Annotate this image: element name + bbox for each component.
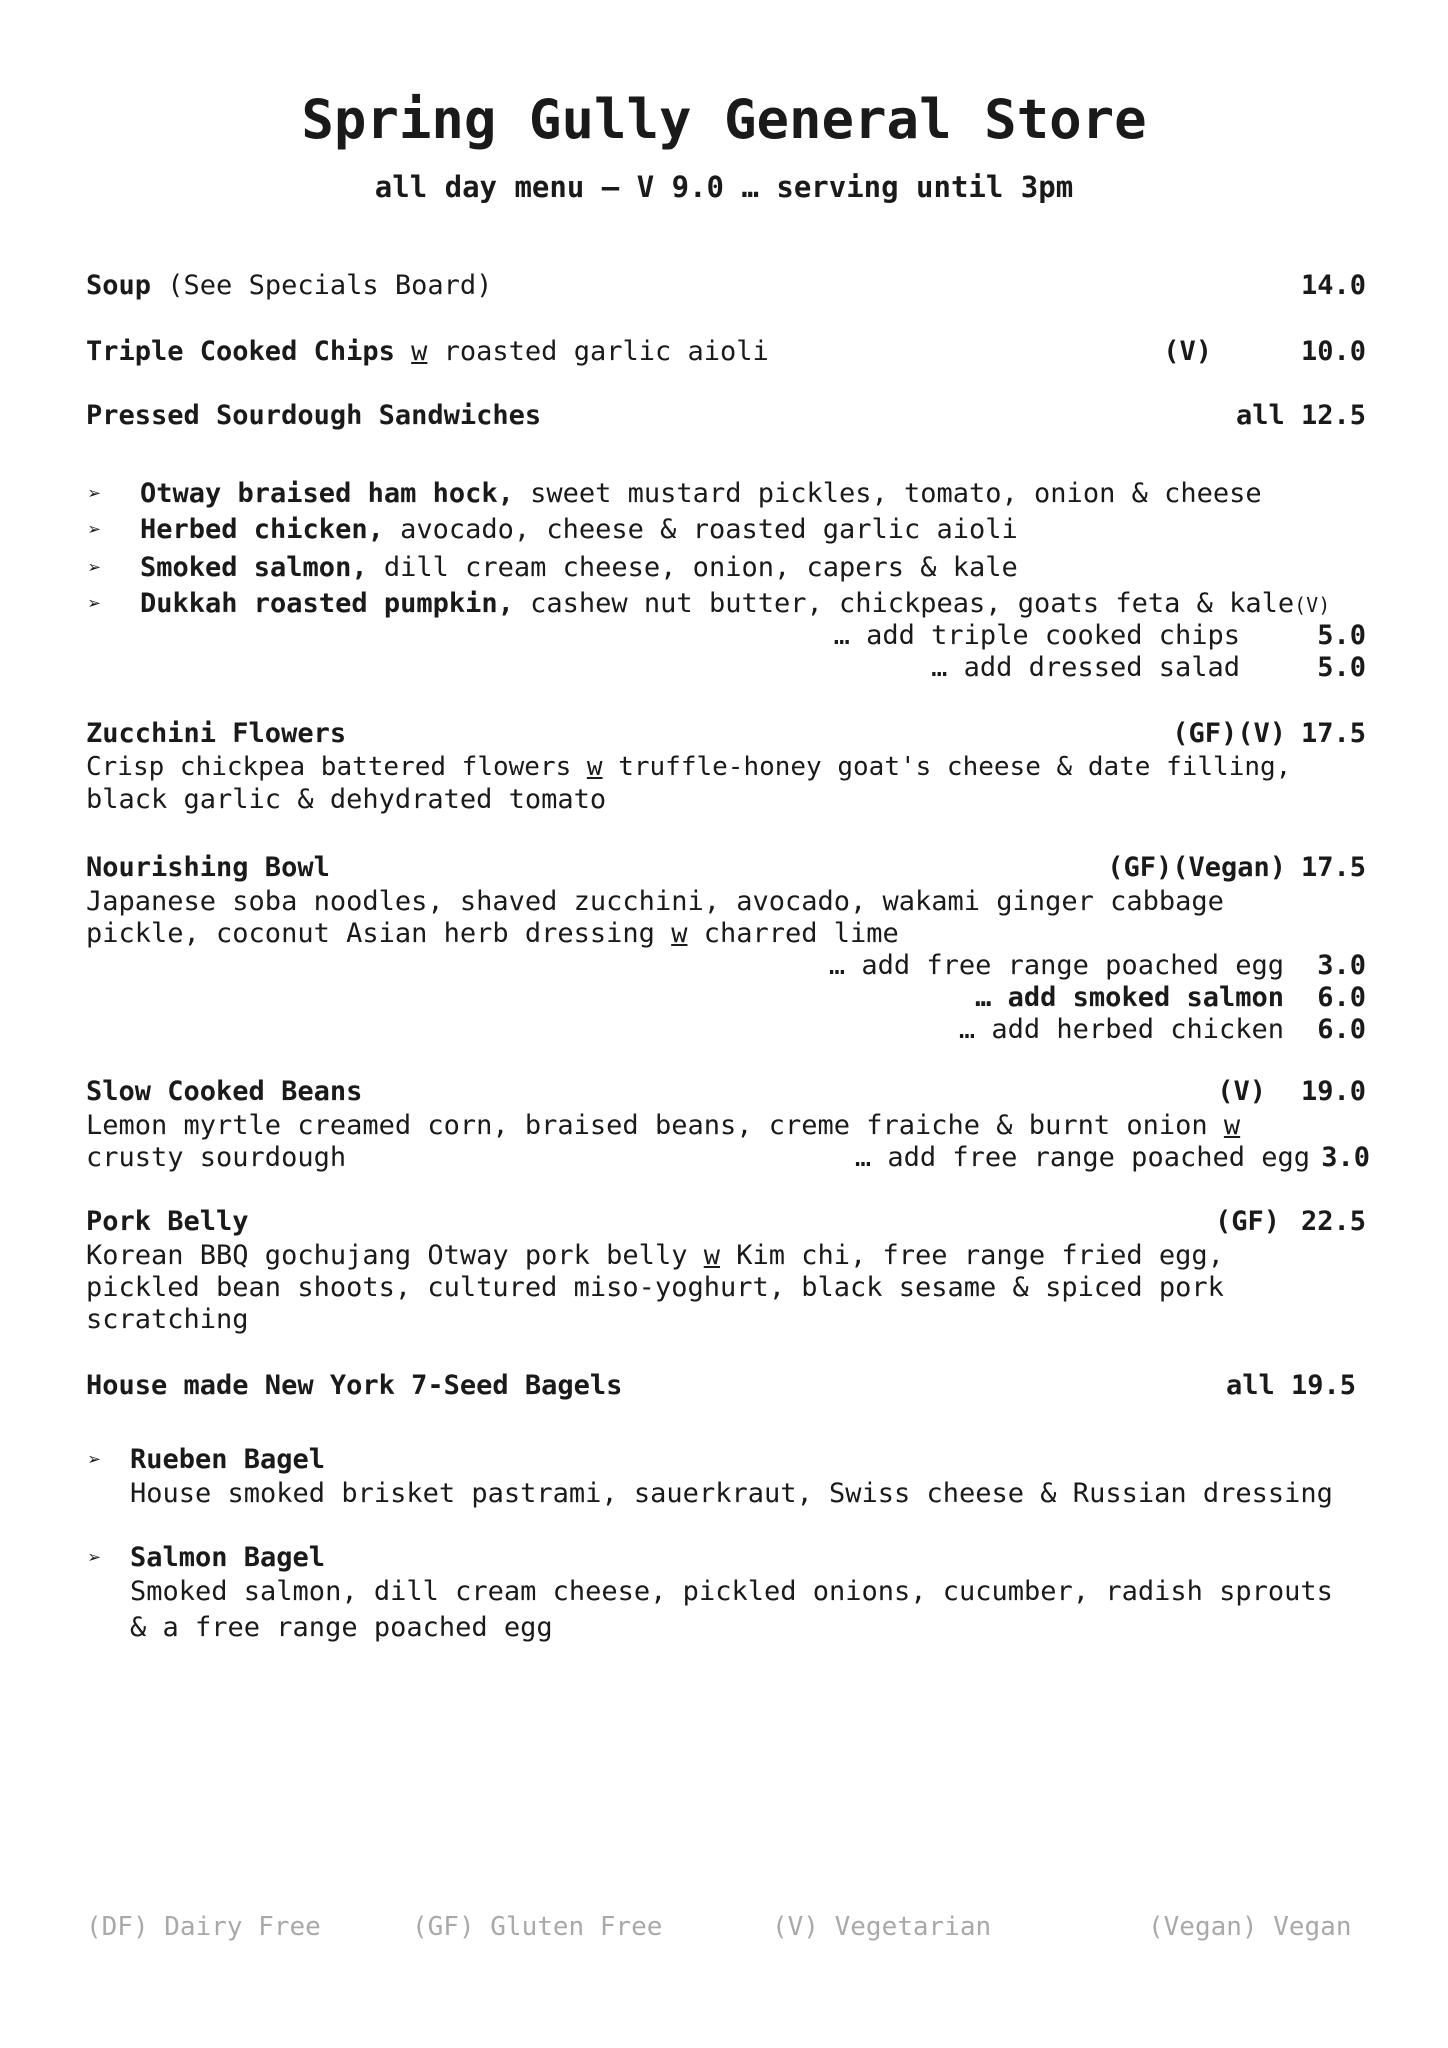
addon-label: … add free range poached egg — [854, 1142, 1310, 1173]
addon-label: … add free range poached egg — [828, 950, 1284, 981]
addon-price: 5.0 — [1317, 652, 1366, 683]
addon-price: 6.0 — [1317, 982, 1366, 1013]
pork-tag: (GF) — [1214, 1206, 1280, 1237]
addon-price: 6.0 — [1317, 1014, 1366, 1045]
pork-desc-2: pickled bean shoots, cultured miso-yoghurt, black sesame & spiced pork — [86, 1272, 1224, 1303]
bowl-price: 17.5 — [1300, 852, 1366, 883]
addon-label: … add smoked salmon — [975, 982, 1284, 1013]
bullet-icon: ➢ — [88, 592, 102, 617]
beans-tag: (V) — [1217, 1076, 1266, 1107]
zucchini-desc-text: truffle-honey goat's cheese & date filling, — [602, 752, 1292, 782]
beans-with: w — [1223, 1110, 1241, 1141]
legend-vegetarian: (V) Vegetarian — [772, 1912, 992, 1942]
zucchini-desc-2: black garlic & dehydrated tomato — [86, 784, 607, 815]
chips-price: 10.0 — [1300, 336, 1366, 367]
soup-note: (See Specials Board) — [151, 270, 493, 301]
sandwiches-price: all 12.5 — [1235, 400, 1366, 431]
sandwich-item-name: Otway braised ham hock, — [140, 478, 514, 509]
zucchini-price: 17.5 — [1300, 718, 1366, 749]
zucchini-desc-text: Crisp chickpea battered flowers — [86, 752, 587, 782]
bagel-item-name: Salmon Bagel — [130, 1542, 326, 1573]
legend-dairy-free: (DF) Dairy Free — [86, 1912, 321, 1942]
bagel-item-desc: Smoked salmon, dill cream cheese, pickled onions, cucumber, radish sprouts — [130, 1576, 1333, 1607]
sandwiches-heading: Pressed Sourdough Sandwiches — [86, 400, 542, 431]
addon-price: 5.0 — [1317, 620, 1366, 651]
soup-name: Soup — [86, 270, 152, 301]
chips-tag: (V) — [1163, 336, 1212, 367]
beans-heading: Slow Cooked Beans — [86, 1076, 363, 1107]
pork-desc-text: Kim chi, free range fried egg, — [719, 1240, 1224, 1271]
zucchini-heading: Zucchini Flowers — [86, 718, 347, 749]
soup-price: 14.0 — [1300, 270, 1366, 301]
chips-desc: roasted garlic aioli — [427, 336, 769, 367]
pork-with: w — [703, 1240, 720, 1271]
bullet-icon: ➢ — [88, 518, 102, 543]
sandwich-item-desc: dill cream cheese, onion, capers & kale — [367, 552, 1018, 583]
chips-line — [86, 336, 769, 367]
sandwich-item — [140, 478, 1262, 509]
bowl-tag: (GF)(Vegan) — [1107, 852, 1286, 883]
pork-desc-text: Korean BBQ gochujang Otway pork belly — [86, 1240, 704, 1271]
zucchini-desc-1 — [86, 752, 1291, 782]
bowl-desc-text: charred lime — [687, 918, 899, 949]
bagel-item-desc: House smoked brisket pastrami, sauerkraut, Swiss cheese & Russian dressing — [130, 1478, 1333, 1509]
bagels-heading: House made New York 7-Seed Bagels — [86, 1370, 623, 1401]
bagel-item-desc: & a free range poached egg — [130, 1612, 553, 1643]
bullet-icon: ➢ — [88, 482, 102, 507]
sandwich-item — [140, 552, 1018, 583]
bowl-heading: Nourishing Bowl — [86, 852, 330, 883]
addon-label: … add herbed chicken — [958, 1014, 1284, 1045]
bowl-with: w — [671, 918, 688, 949]
legend-gluten-free: (GF) Gluten Free — [412, 1912, 663, 1942]
sandwich-item-desc: sweet mustard pickles, tomato, onion & cheese — [513, 478, 1262, 509]
pork-heading: Pork Belly — [86, 1206, 249, 1237]
sandwich-item-tag: (V) — [1294, 593, 1331, 617]
sandwich-item-name: Dukkah roasted pumpkin, — [140, 588, 514, 619]
bowl-desc-2 — [86, 918, 899, 949]
sandwich-item-name: Smoked salmon, — [140, 552, 368, 583]
bagel-item-name: Rueben Bagel — [130, 1444, 326, 1475]
beans-desc-1 — [86, 1110, 1240, 1141]
addon-price: 3.0 — [1321, 1142, 1370, 1173]
chips-with: w — [411, 336, 428, 367]
chips-name: Triple Cooked Chips — [86, 336, 395, 367]
beans-desc-text: Lemon myrtle creamed corn, braised beans, creme fraiche & burnt onion — [86, 1110, 1224, 1141]
soup-line — [86, 270, 492, 301]
page-subtitle: all day menu – V 9.0 … serving until 3pm — [374, 170, 1074, 204]
pork-desc-1 — [86, 1240, 1224, 1271]
zucchini-with: w — [586, 752, 603, 782]
page-title: Spring Gully General Store — [301, 88, 1147, 151]
bullet-icon: ➢ — [88, 1448, 102, 1473]
legend-vegan: (Vegan) Vegan — [1148, 1912, 1352, 1942]
addon-label: … add dressed salad — [931, 652, 1240, 683]
bullet-icon: ➢ — [88, 1546, 102, 1571]
addon-label: … add triple cooked chips — [833, 620, 1240, 651]
sandwich-item — [140, 514, 1018, 545]
addon-price: 3.0 — [1317, 950, 1366, 981]
sandwich-item-desc: cashew nut butter, chickpeas, goats feta & kale — [513, 588, 1295, 619]
pork-price: 22.5 — [1300, 1206, 1366, 1237]
sandwich-item-name: Herbed chicken, — [140, 514, 384, 545]
bagels-price: all 19.5 — [1225, 1370, 1356, 1401]
bowl-desc-1: Japanese soba noodles, shaved zucchini, avocado, wakami ginger cabbage — [86, 886, 1224, 917]
bullet-icon: ➢ — [88, 556, 102, 581]
beans-desc-2: crusty sourdough — [86, 1142, 347, 1173]
sandwich-item — [140, 588, 1330, 619]
zucchini-tag: (GF)(V) — [1172, 718, 1286, 749]
pork-desc-3: scratching — [86, 1304, 249, 1335]
beans-price: 19.0 — [1300, 1076, 1366, 1107]
sandwich-item-desc: avocado, cheese & roasted garlic aioli — [383, 514, 1018, 545]
bowl-desc-text: pickle, coconut Asian herb dressing — [86, 918, 672, 949]
